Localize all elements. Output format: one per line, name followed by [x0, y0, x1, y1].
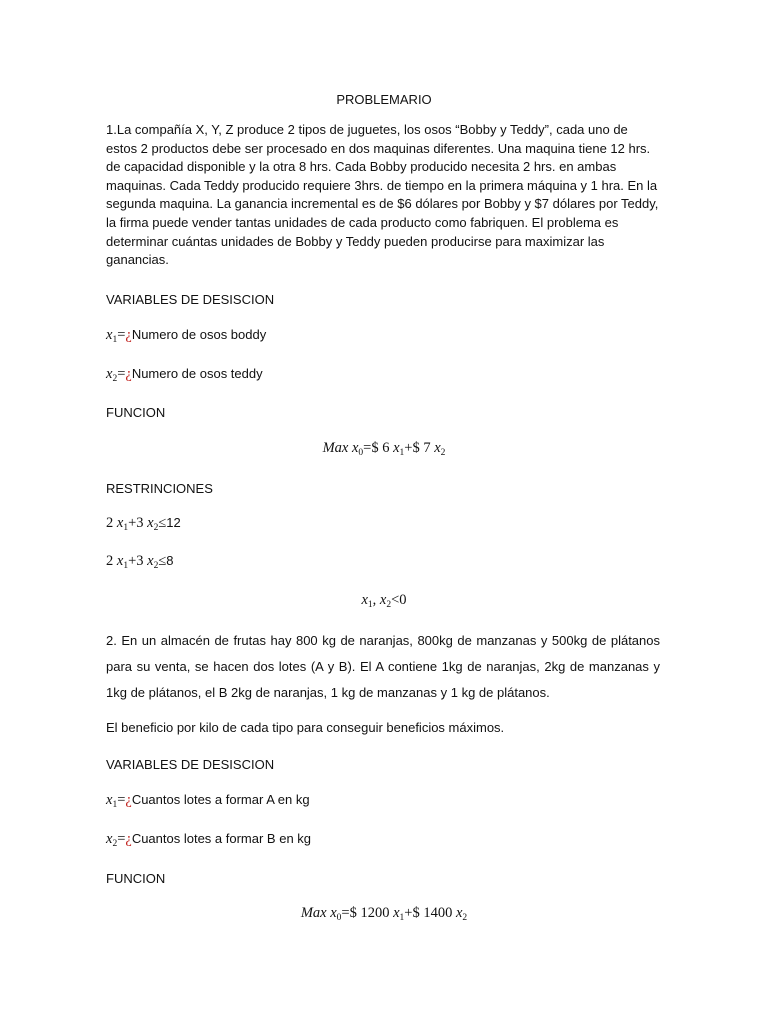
problem1-var1-label: Numero de osos boddy	[131, 327, 267, 342]
problem2-variable-x1: $x_1=¿Cuantos$ lotes a formar A en kg	[106, 792, 310, 810]
objective2-coef-1: 1200	[360, 905, 390, 921]
problem2-variable-x2: $x_2=¿Cuantos$ lotes a formar B en kg	[106, 831, 312, 849]
objective-prefix: Max	[322, 440, 349, 456]
document-title: PROBLEMARIO	[336, 92, 432, 107]
objective2-coef-2: 1400	[423, 905, 453, 921]
objective-coef-2: 7	[423, 440, 431, 456]
constraint1-coef-b: 3	[136, 515, 144, 531]
problem1-statement: 1.La compañía X, Y, Z produce 2 tipos de juguetes, los osos “Bobby y Teddy”, cada uno de estos 2 productos debe ser procesado en dos maquinas diferentes. Una maquina tiene 12 hrs. de capacidad disponible y la otra 8 hrs. Cada Bobby producido necesita 2 hrs. en ambas maquinas. Cada Teddy producido requiere 3hrs. de tiempo en la primera máquina y 1 hra. En la segunda maquina. La ganancia incremental es de $6 dólares por Bobby y $7 dólares por Teddy, la firma puede vender tantas unidades de cada producto como fabriquen. El problema es determinar cuántas unidades de Bobby y Teddy pueden producirse para maximizar las ganancias.	[106, 122, 659, 268]
problem2-objective-function: Max $x_0=\$$ 1200 $x_1+\$$ 1400 $x_2$	[300, 905, 468, 923]
problem2-var1-label: Cuantos lotes a formar A en kg	[131, 792, 310, 807]
constraint1-coef-a: 2	[106, 515, 114, 531]
constraint2-rhs: 8	[166, 553, 174, 568]
problem1-variables-heading: VARIABLES DE DESISCION	[106, 292, 275, 307]
problem2-variables-heading: VARIABLES DE DESISCION	[106, 757, 275, 772]
problem1-var2-label: Numero de osos teddy	[131, 366, 263, 381]
problem1-variable-x2: $x_2=¿Numero$ de osos teddy	[106, 366, 263, 384]
problem1-variable-x1: $x_1=¿Numero$ de osos boddy	[106, 327, 267, 345]
nonneg-relation: <0	[391, 592, 407, 608]
problem1-constraints-heading: RESTRINCIONES	[106, 481, 213, 496]
problem1-constraint-2: 2 $x_1+3$ $x_2\le 8$	[106, 553, 174, 571]
objective2-prefix: Max	[300, 905, 327, 921]
constraint1-rhs: 12	[166, 515, 181, 530]
problem1-constraint-1: 2 $x_1+3$ $x_2\le 12$	[106, 515, 181, 533]
constraint2-coef-b: 3	[136, 553, 144, 569]
problem1-nonnegativity: $x_1$, $x_2<0$	[361, 592, 407, 610]
problem2-var2-label: Cuantos lotes a formar B en kg	[131, 831, 312, 846]
problem2-function-heading: FUNCION	[106, 871, 166, 886]
problem1-function-heading: FUNCION	[106, 405, 166, 420]
problem1-objective-function: Max $x_0=\$$ 6 $x_1+\$$ 7 $x_2$	[322, 440, 446, 458]
problem2-statement: 2. En un almacén de frutas hay 800 kg de naranjas, 800kg de manzanas y 500kg de plátanos para su venta, se hacen dos lotes (A y B). El A contiene 1kg de naranjas, 2kg de manzanas y 1kg de plátanos, el B 2kg de naranjas, 1 kg de manzanas y 1 kg de plátanos.	[106, 633, 660, 700]
objective-coef-1: 6	[382, 440, 390, 456]
constraint2-coef-a: 2	[106, 553, 114, 569]
problem2-benefit-line: El beneficio por kilo de cada tipo para conseguir beneficios máximos.	[106, 720, 505, 735]
